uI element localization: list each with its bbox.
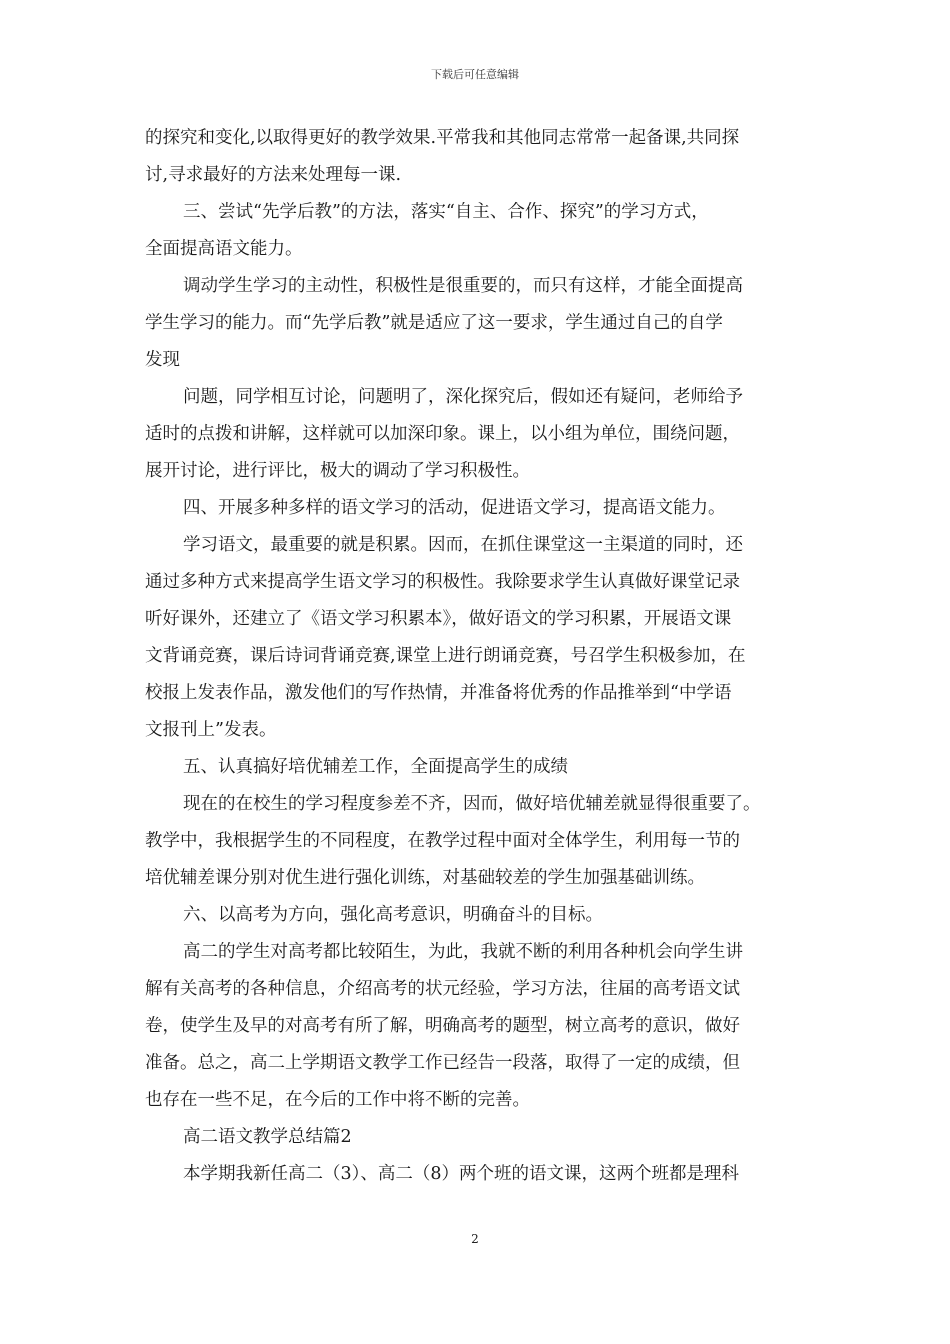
text-line: 的探究和变化,以取得更好的教学效果.平常我和其他同志常常一起备课,共同探: [145, 128, 740, 148]
text-line: 讨,寻求最好的方法来处理每一课.: [145, 165, 402, 185]
text-line: 调动学生学习的主动性，积极性是很重要的，而只有这样，才能全面提高: [183, 276, 743, 296]
text-line: 校报上发表作品，激发他们的写作热情，并准备将优秀的作品推举到“中学语: [145, 683, 732, 703]
text-line: 教学中，我根据学生的不同程度，在教学过程中面对全体学生，利用每一节的: [145, 831, 740, 851]
page-header: 下载后可任意编辑: [431, 68, 519, 81]
text-line: 适时的点拨和讲解，这样就可以加深印象。课上，以小组为单位，围绕问题，: [145, 424, 740, 444]
text-line: 卷，使学生及早的对高考有所了解，明确高考的题型，树立高考的意识，做好: [145, 1016, 740, 1036]
text-line: 展开讨论，进行评比，极大的调动了学习积极性。: [145, 461, 530, 481]
text-line: 也存在一些不足，在今后的工作中将不断的完善。: [145, 1090, 530, 1110]
text-line: 听好课外，还建立了《语文学习积累本》，做好语文的学习积累，开展语文课: [145, 609, 732, 629]
text-line: 发现: [145, 350, 180, 370]
text-line: 现在的在校生的学习程度参差不齐，因而，做好培优辅差就显得很重要了。: [183, 794, 761, 814]
text-line: 学生学习的能力。而“先学后教”就是适应了这一要求，学生通过自己的自学: [145, 313, 723, 333]
text-line: 培优辅差课分别对优生进行强化训练，对基础较差的学生加强基础训练。: [145, 868, 705, 888]
text-line: 三、尝试“先学后教”的方法，落实“自主、合作、探究”的学习方式，: [183, 202, 709, 222]
page-number: 2: [471, 1232, 479, 1246]
text-line: 高二的学生对高考都比较陌生，为此，我就不断的利用各种机会向学生讲: [183, 942, 743, 962]
text-line: 文报刊上”发表。: [145, 720, 277, 740]
text-line: 全面提高语文能力。: [145, 239, 303, 259]
text-line: 准备。总之，高二上学期语文教学工作已经告一段落，取得了一定的成绩，但: [145, 1053, 740, 1073]
text-line: 通过多种方式来提高学生语文学习的积极性。我除要求学生认真做好课堂记录: [145, 572, 740, 592]
text-line: 学习语文，最重要的就是积累。因而，在抓住课堂这一主渠道的同时，还: [183, 535, 743, 555]
text-line: 六、以高考为方向，强化高考意识，明确奋斗的目标。: [183, 905, 603, 925]
text-line: 问题，同学相互讨论，问题明了，深化探究后，假如还有疑问，老师给予: [183, 387, 743, 407]
text-line: 文背诵竞赛，课后诗词背诵竞赛,课堂上进行朗诵竞赛，号召学生积极参加，在: [145, 646, 746, 666]
document-body: [145, 120, 805, 1193]
text-line: 高二语文教学总结篇2: [183, 1127, 352, 1147]
text-line: 五、认真搞好培优辅差工作，全面提高学生的成绩: [183, 757, 568, 777]
text-line: 本学期我新任高二（3）、高二（8）两个班的语文课，这两个班都是理科: [183, 1164, 740, 1184]
text-line: 解有关高考的各种信息，介绍高考的状元经验，学习方法，往届的高考语文试: [145, 979, 740, 999]
text-line: 四、开展多种多样的语文学习的活动，促进语文学习，提高语文能力。: [183, 498, 726, 518]
